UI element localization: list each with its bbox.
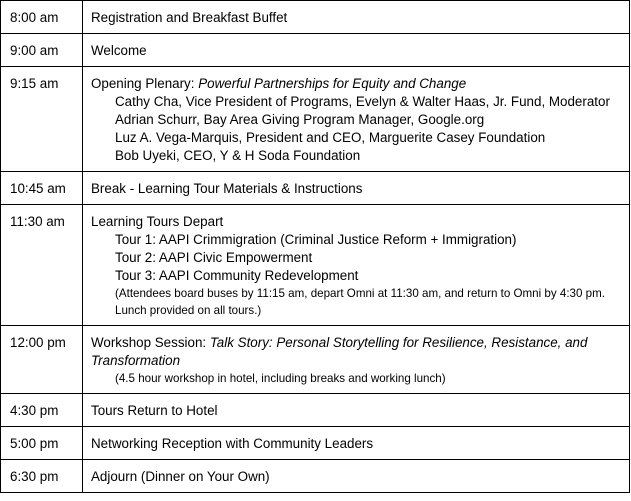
table-row [1,427,630,460]
speaker-line: Adrian Schurr, Bay Area Giving Program Manager, Google.org [115,112,485,127]
tour-line: Tour 3: AAPI Community Redevelopment [115,268,359,283]
time-cell: 10:45 am [1,172,83,205]
tour-line: Tour 1: AAPI Crimmigration (Criminal Justice Reform + Immigration) [115,232,517,247]
event-title: Workshop Session: [91,335,210,350]
time-cell: 9:00 am [1,34,83,67]
event-cell [83,67,630,172]
table-row [1,394,630,427]
table-row [1,34,630,67]
event-title: Welcome [91,43,147,58]
time-cell: 4:30 pm [1,394,83,427]
event-cell [83,205,630,326]
table-row [1,326,630,394]
event-cell [83,34,630,67]
table-row [1,460,630,493]
event-cell [83,427,630,460]
event-cell [83,326,630,394]
event-title: Break - Learning Tour Materials & Instructions [91,181,363,196]
event-title: Learning Tours Depart [91,214,224,229]
event-title: Adjourn (Dinner on Your Own) [91,469,270,484]
event-title: Opening Plenary: [91,76,199,91]
time-cell: 9:15 am [1,67,83,172]
speaker-line: Luz A. Vega-Marquis, President and CEO, Marguerite Casey Foundation [115,130,546,145]
event-title-line [91,334,621,370]
event-title-line [91,75,621,93]
time-cell: 12:00 pm [1,326,83,394]
event-cell [83,394,630,427]
tour-note: (Attendees board buses by 11:15 am, depart Omni at 11:30 am, and return to Omni by 4:30 pm. Lunch provided on all tours.) [115,287,605,317]
speaker-line: Cathy Cha, Vice President of Programs, Evelyn & Walter Haas, Jr. Fund, Moderator [115,94,610,109]
table-row [1,67,630,172]
event-title: Registration and Breakfast Buffet [91,10,288,25]
event-cell [83,1,630,34]
time-cell: 5:00 pm [1,427,83,460]
event-title-italic: Talk Story: Personal Storytelling for Resilience, Resistance, and Transformation [91,335,588,368]
table-row [1,172,630,205]
table-row [1,205,630,326]
event-cell [83,460,630,493]
event-title: Tours Return to Hotel [91,403,218,418]
event-title: Networking Reception with Community Leaders [91,436,374,451]
tour-line: Tour 2: AAPI Civic Empowerment [115,250,313,265]
time-cell: 8:00 am [1,1,83,34]
speaker-line: Bob Uyeki, CEO, Y & H Soda Foundation [115,148,361,163]
time-cell: 6:30 pm [1,460,83,493]
table-row [1,1,630,34]
workshop-note: (4.5 hour workshop in hotel, including breaks and working lunch) [115,372,446,385]
time-cell: 11:30 am [1,205,83,326]
event-title-italic: Powerful Partnerships for Equity and Change [198,76,467,91]
event-cell [83,172,630,205]
